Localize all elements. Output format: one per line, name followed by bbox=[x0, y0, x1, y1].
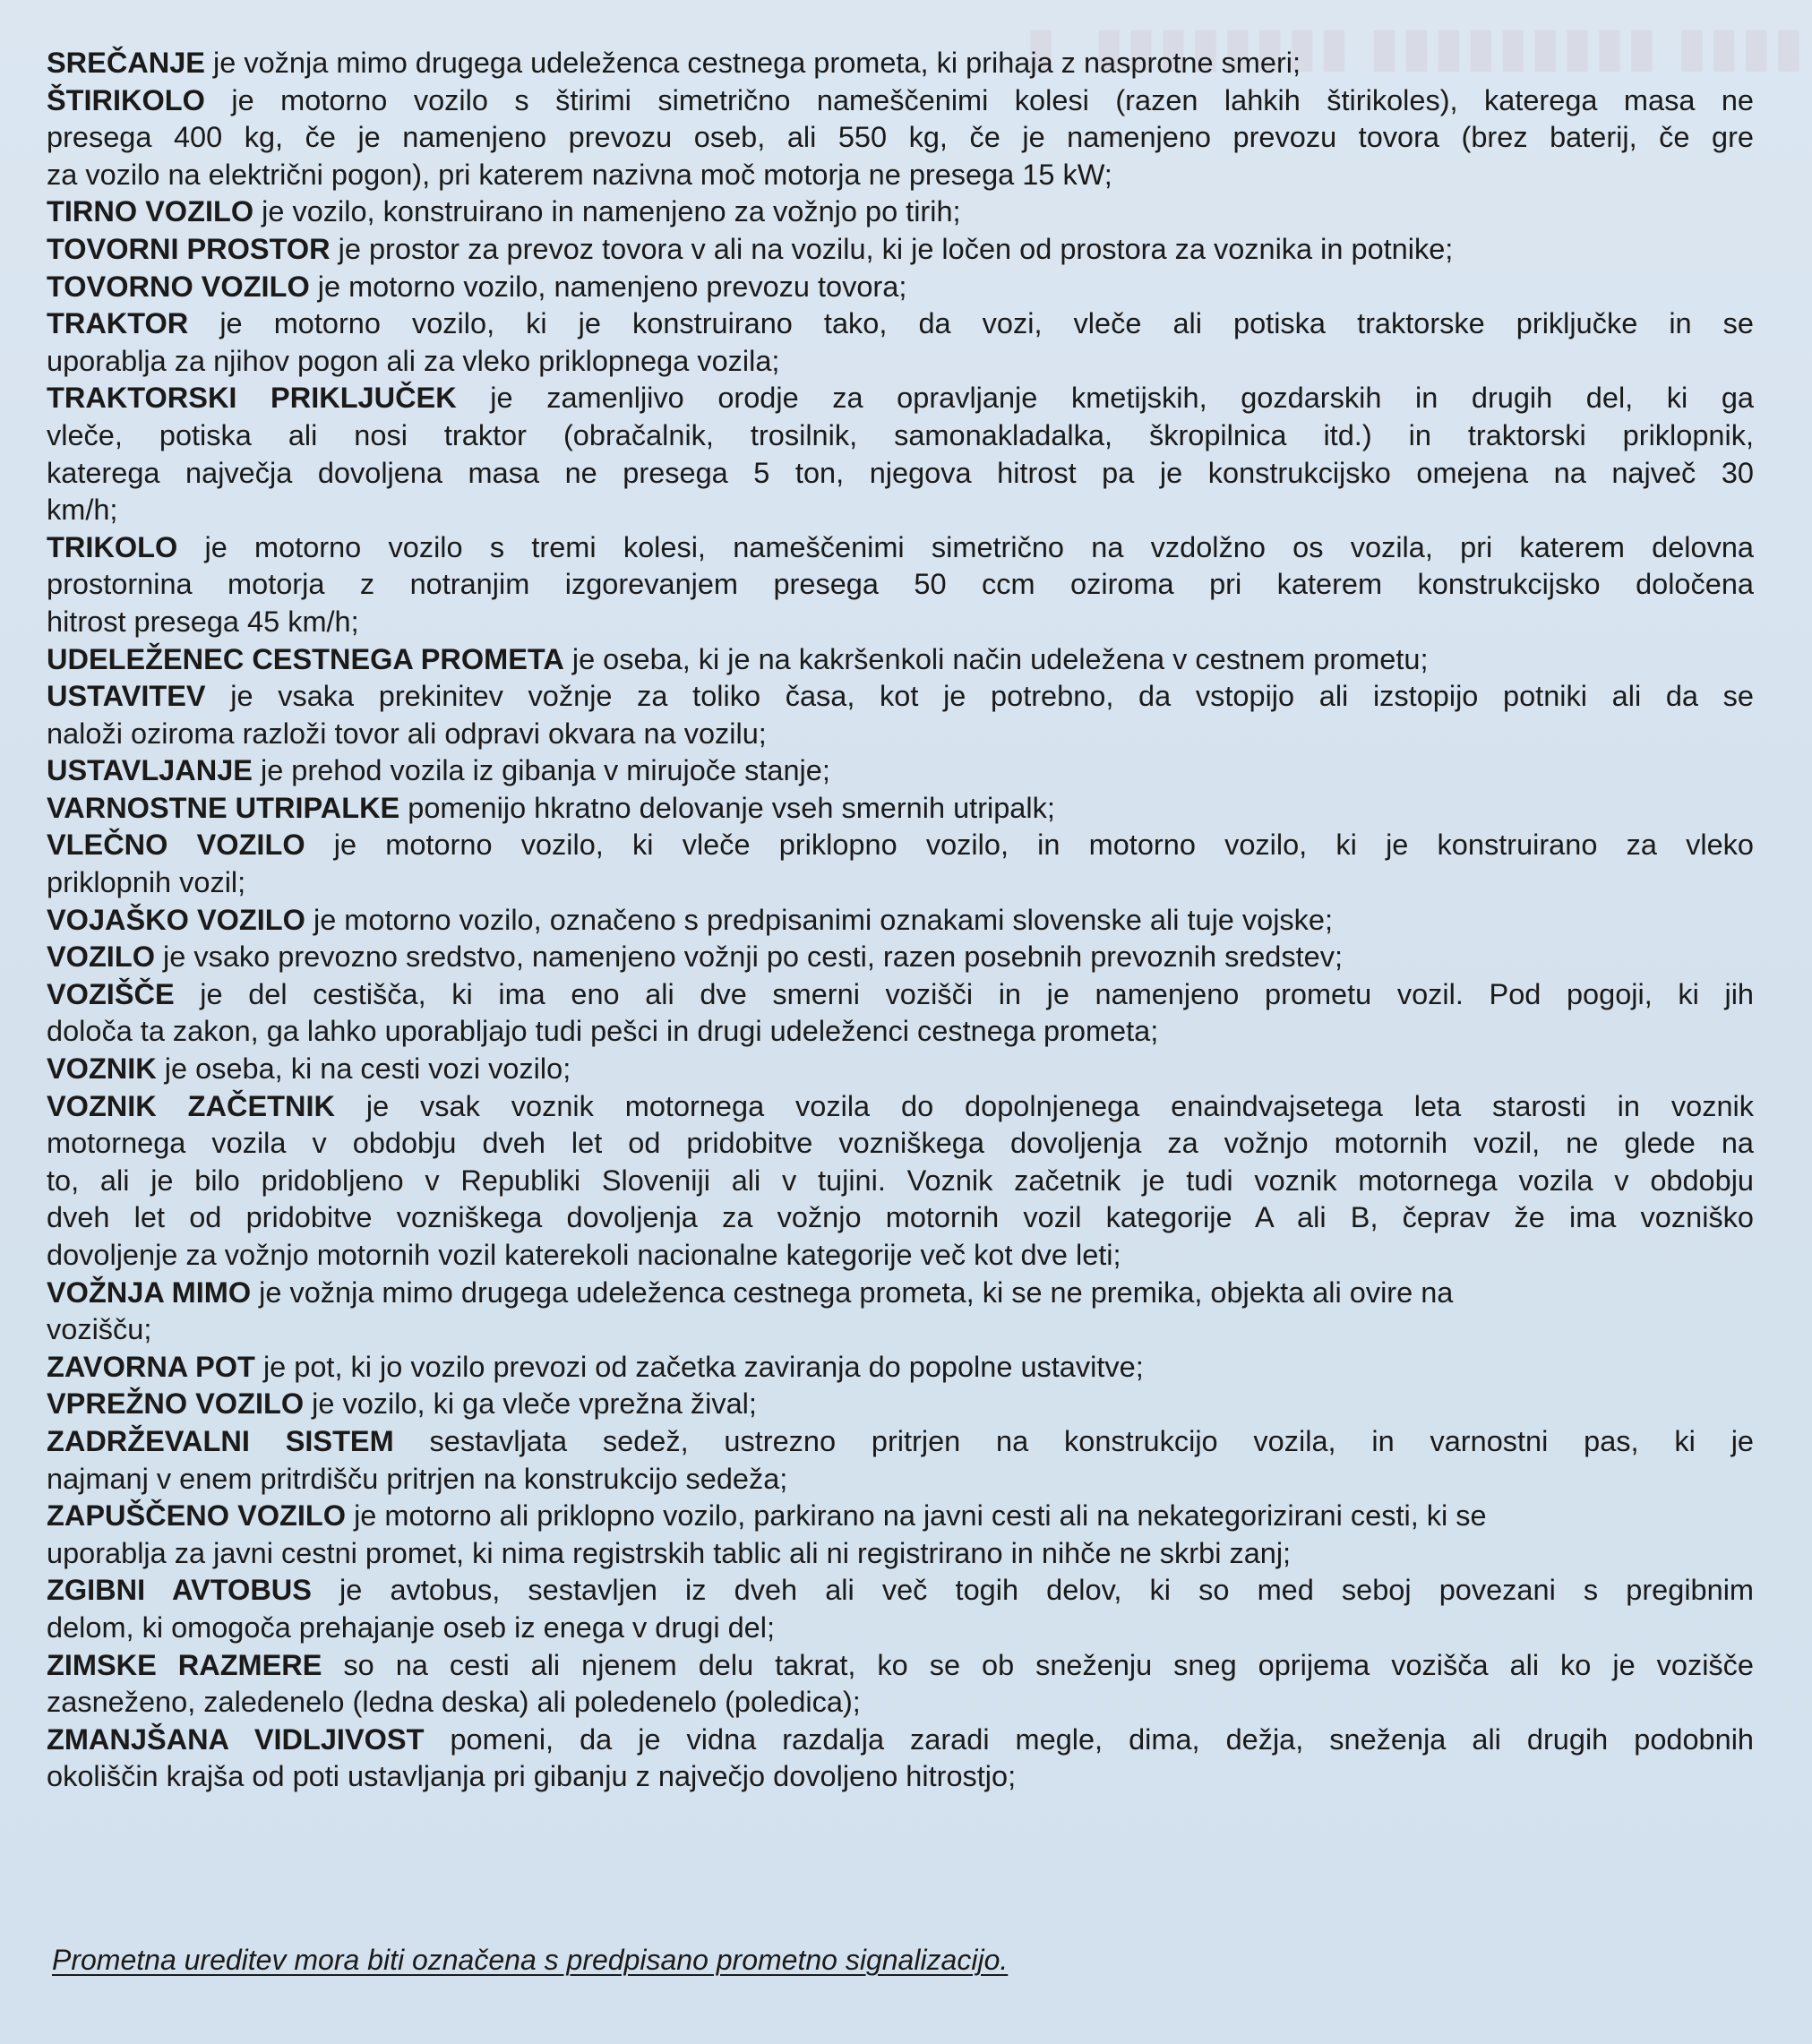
definition-text: vozišču; bbox=[47, 1313, 152, 1346]
definition-text: pomenijo hkratno delovanje vseh smernih utripalk; bbox=[399, 791, 1055, 824]
definition-text: presega 400 kg, če je namenjeno prevozu oseb, ali 550 kg, če je namenjeno prevozu tovora (brez baterij, če gre bbox=[47, 121, 1754, 154]
definition-line bbox=[47, 231, 1754, 269]
definition-text: določa ta zakon, ga lahko uporabljajo tudi pešci in drugi udeleženci cestnega prometa; bbox=[47, 1015, 1159, 1048]
definition-text: je del cestišča, ki ima eno ali dve smerni vozišči in je namenjeno prometu vozil. Pod pogoji, ki jih bbox=[174, 977, 1754, 1010]
definition-text: to, ali je bilo pridobljeno v Republiki Sloveniji ali v tujini. Voznik začetnik je tudi voznik motornega vozila v obdobju bbox=[47, 1164, 1754, 1197]
reverse-side-bleed-through: ▮▮▮▮ ▮▮▮▮▮▮▮▮▮ ▮▮▮▮▮▮▮▮ ▮ bbox=[1023, 18, 1803, 76]
definition-text: je motorno vozilo, označeno s predpisanimi oznakami slovenske ali tuje vojske; bbox=[305, 903, 1334, 936]
definition-text: priklopnih vozil; bbox=[47, 866, 246, 899]
definition-entry bbox=[47, 1572, 1754, 1646]
definition-line bbox=[47, 1572, 1754, 1610]
definition-term: VARNOSTNE UTRIPALKE bbox=[47, 791, 400, 824]
definition-entry bbox=[47, 1647, 1754, 1722]
definition-term: TOVORNO VOZILO bbox=[47, 270, 310, 303]
definition-text: je motorno vozilo, ki je konstruirano tako, da vozi, vleče ali potiska traktorske priključke in se bbox=[188, 307, 1754, 340]
definition-term: VPREŽNO VOZILO bbox=[47, 1387, 305, 1421]
definition-text: je oseba, ki na cesti vozi vozilo; bbox=[156, 1052, 571, 1086]
definition-line bbox=[47, 678, 1754, 716]
definition-line bbox=[47, 566, 1754, 604]
definition-line bbox=[47, 305, 1754, 343]
definition-line bbox=[47, 716, 1754, 753]
definition-entry bbox=[47, 752, 1754, 790]
definition-line bbox=[47, 864, 1754, 902]
definition-text: je prostor za prevoz tovora v ali na vozilu, ki je ločen od prostora za voznika in potnike; bbox=[330, 232, 1454, 265]
definition-text: je vožnja mimo drugega udeleženca cestnega prometa, ki prihaja z nasprotne smeri; bbox=[205, 47, 1301, 79]
definition-entry bbox=[47, 380, 1754, 528]
definition-line bbox=[47, 1199, 1754, 1237]
definition-line bbox=[47, 1498, 1754, 1535]
definition-text: je oseba, ki je na kakršenkoli način udeležena v cestnem prometu; bbox=[563, 642, 1429, 675]
definition-line bbox=[47, 1237, 1754, 1275]
definition-text: je motorno ali priklopno vozilo, parkirano na javni cesti ali na nekategorizirani cesti, ki se bbox=[346, 1499, 1487, 1533]
definition-line bbox=[47, 119, 1754, 157]
definition-entry bbox=[47, 1722, 1754, 1796]
definition-term: VOJAŠKO VOZILO bbox=[47, 903, 305, 936]
definition-line bbox=[47, 1051, 1754, 1088]
definition-line bbox=[47, 790, 1754, 828]
definition-text: uporablja za njihov pogon ali za vleko priklopnega vozila; bbox=[47, 344, 780, 377]
definition-term: VLEČNO VOZILO bbox=[47, 829, 305, 862]
definition-line bbox=[47, 82, 1754, 120]
definition-entry bbox=[47, 902, 1754, 940]
definition-text: je motorno vozilo s tremi kolesi, nameščenimi simetrično na vzdolžno os vozila, pri katerem delovna bbox=[177, 530, 1754, 563]
definition-line bbox=[47, 1386, 1754, 1423]
definition-entry bbox=[47, 1423, 1754, 1498]
definition-text: pomeni, da je vidna razdalja zaradi megle, dima, dežja, sneženja ali drugih podobnih bbox=[424, 1722, 1754, 1756]
definition-term: UDELEŽENEC CESTNEGA PROMETA bbox=[47, 642, 564, 675]
definition-entry bbox=[47, 1275, 1754, 1349]
definition-text: motornega vozila v obdobju dveh let od pridobitve vozniškega dovoljenja za vožnjo motornih vozil, ne glede na bbox=[47, 1127, 1754, 1160]
definition-term: USTAVITEV bbox=[47, 680, 206, 713]
definition-text: za vozilo na električni pogon), pri katerem nazivna moč motorja ne presega 15 kW; bbox=[47, 158, 1112, 191]
definition-term: VOZILO bbox=[47, 940, 155, 974]
definition-text: je vsak voznik motornega vozila do dopolnjenega enaindvajsetega leta starosti in voznik bbox=[334, 1089, 1754, 1122]
definition-entry bbox=[47, 82, 1754, 194]
definition-term: TIRNO VOZILO bbox=[47, 195, 254, 228]
definition-term: VOZNIK ZAČETNIK bbox=[47, 1089, 335, 1122]
definition-entry bbox=[47, 1386, 1754, 1423]
definition-line bbox=[47, 1684, 1754, 1722]
definition-text: je avtobus, sestavljen iz dveh ali več togih delov, ki so med seboj povezani s pregibnim bbox=[311, 1574, 1754, 1607]
definition-text: je vozilo, konstruirano in namenjeno za vožnjo po tirih; bbox=[253, 195, 961, 228]
definition-term: ZAVORNA POT bbox=[47, 1350, 255, 1383]
definition-line bbox=[47, 1349, 1754, 1387]
definition-term: VOZIŠČE bbox=[47, 977, 175, 1010]
definition-line bbox=[47, 417, 1754, 455]
definition-term: ZMANJŠANA VIDLJIVOST bbox=[47, 1722, 425, 1756]
definition-text: uporablja za javni cestni promet, ki nima registrskih tablic ali ni registrirano in nihče ne skrbi zanj; bbox=[47, 1536, 1292, 1569]
definition-text: okoliščin krajša od poti ustavljanja pri gibanju z največjo dovoljeno hitrostjo; bbox=[47, 1760, 1017, 1793]
definitions-list bbox=[47, 45, 1754, 1796]
definition-term: VOZNIK bbox=[47, 1052, 157, 1086]
definition-line bbox=[47, 269, 1754, 306]
definition-line bbox=[47, 1647, 1754, 1685]
definition-line bbox=[47, 492, 1754, 529]
definition-text: je motorno vozilo s štirimi simetrično nameščenimi kolesi (razen lahkih štirikoles), katerega masa ne bbox=[204, 83, 1754, 116]
definition-line bbox=[47, 343, 1754, 381]
definition-line bbox=[47, 604, 1754, 641]
definition-line bbox=[47, 902, 1754, 940]
definition-term: VOŽNJA MIMO bbox=[47, 1275, 252, 1309]
definition-entry bbox=[47, 1088, 1754, 1275]
definition-text: km/h; bbox=[47, 494, 118, 527]
definition-text: vleče, potiska ali nosi traktor (obračalnik, trosilnik, samonakladalka, škropilnica itd.) in traktorski priklopnik, bbox=[47, 418, 1754, 451]
definition-entry bbox=[47, 1349, 1754, 1387]
definition-term: ZGIBNI AVTOBUS bbox=[47, 1574, 312, 1607]
definition-line bbox=[47, 193, 1754, 231]
definition-line bbox=[47, 939, 1754, 976]
definition-text: katerega največja dovoljena masa ne presega 5 ton, njegova hitrost pa je konstrukcijsko omejena na največ 30 bbox=[47, 456, 1754, 489]
definition-line bbox=[47, 45, 1754, 82]
definition-term: ŠTIRIKOLO bbox=[47, 83, 205, 116]
definition-entry bbox=[47, 305, 1754, 380]
definition-text: je vsaka prekinitev vožnje za toliko časa, kot je potrebno, da vstopijo ali izstopijo potniki ali da se bbox=[205, 680, 1754, 713]
definition-line bbox=[47, 1125, 1754, 1163]
definition-text: prostornina motorja z notranjim izgorevanjem presega 50 ccm oziroma pri katerem konstrukcijsko določena bbox=[47, 568, 1754, 601]
definition-entry bbox=[47, 45, 1754, 82]
definition-line bbox=[47, 1275, 1754, 1312]
definition-term: TRAKTOR bbox=[47, 307, 189, 340]
definition-text: so na cesti ali njenem delu takrat, ko se ob sneženju sneg oprijema vozišča ali ko je vozišče bbox=[322, 1648, 1754, 1681]
definition-line bbox=[47, 1088, 1754, 1126]
definition-line bbox=[47, 752, 1754, 790]
definition-line bbox=[47, 1722, 1754, 1759]
definition-term: ZADRŽEVALNI SISTEM bbox=[47, 1424, 394, 1457]
definition-entry bbox=[47, 231, 1754, 269]
definition-text: dovoljenje za vožnjo motornih vozil katerekoli nacionalne kategorije več kot dve leti; bbox=[47, 1239, 1121, 1271]
definition-text: hitrost presega 45 km/h; bbox=[47, 605, 359, 638]
definition-line bbox=[47, 1163, 1754, 1200]
definition-line bbox=[47, 380, 1754, 417]
definition-line bbox=[47, 827, 1754, 864]
definition-text: je motorno vozilo, ki vleče priklopno vozilo, in motorno vozilo, ki je konstruirano za vleko bbox=[305, 829, 1754, 862]
definition-text: naloži oziroma razloži tovor ali odpravi okvara na vozilu; bbox=[47, 717, 767, 750]
definition-line bbox=[47, 157, 1754, 194]
definition-text: dveh let od pridobitve vozniškega dovoljenja za vožnjo motornih vozil kategorije A ali B, čeprav že ima vozniško bbox=[47, 1201, 1754, 1234]
definition-entry bbox=[47, 1498, 1754, 1572]
definition-line bbox=[47, 1610, 1754, 1647]
definition-text: zasneženo, zaledenelo (ledna deska) ali poledenelo (poledica); bbox=[47, 1686, 861, 1719]
definition-text: sestavljata sedež, ustrezno pritrjen na konstrukcijo vozila, in varnostni pas, ki je bbox=[393, 1424, 1754, 1457]
definition-line bbox=[47, 976, 1754, 1014]
definition-entry bbox=[47, 976, 1754, 1051]
definition-entry bbox=[47, 529, 1754, 641]
definition-text: je vožnja mimo drugega udeleženca cestnega prometa, ki se ne premika, objekta ali ovire na bbox=[251, 1275, 1454, 1309]
definition-line bbox=[47, 1013, 1754, 1051]
definition-term: TRAKTORSKI PRIKLJUČEK bbox=[47, 382, 457, 415]
definition-text: je motorno vozilo, namenjeno prevozu tovora; bbox=[309, 270, 907, 303]
definition-term: SREČANJE bbox=[47, 47, 205, 79]
definition-line bbox=[47, 1311, 1754, 1349]
definition-text: je pot, ki jo vozilo prevozi od začetka zaviranja do popolne ustavitve; bbox=[254, 1350, 1144, 1383]
definition-entry bbox=[47, 939, 1754, 976]
definition-text: je zamenljivo orodje za opravljanje kmetijskih, gozdarskih in drugih del, ki ga bbox=[456, 382, 1754, 415]
definition-line bbox=[47, 1758, 1754, 1796]
definition-text: je vsako prevozno sredstvo, namenjeno vožnji po cesti, razen posebnih prevoznih sredstev; bbox=[154, 940, 1343, 974]
definition-entry bbox=[47, 790, 1754, 828]
definition-line bbox=[47, 641, 1754, 679]
definition-term: TOVORNI PROSTOR bbox=[47, 232, 331, 265]
definition-term: USTAVLJANJE bbox=[47, 754, 253, 787]
definition-term: TRIKOLO bbox=[47, 530, 178, 563]
definition-term: ZIMSKE RAZMERE bbox=[47, 1648, 322, 1681]
definition-entry bbox=[47, 641, 1754, 679]
definition-entry bbox=[47, 678, 1754, 752]
definition-line bbox=[47, 1461, 1754, 1499]
footer-note: Prometna ureditev mora biti označena s predpisano prometno signalizacijo. bbox=[52, 1944, 1009, 1976]
definition-entry bbox=[47, 269, 1754, 306]
definition-entry bbox=[47, 1051, 1754, 1088]
definition-line bbox=[47, 1535, 1754, 1573]
definition-entry bbox=[47, 827, 1754, 901]
definition-line bbox=[47, 1423, 1754, 1461]
definition-term: ZAPUŠČENO VOZILO bbox=[47, 1499, 347, 1533]
definition-line bbox=[47, 455, 1754, 493]
definition-text: delom, ki omogoča prehajanje oseb iz enega v drugi del; bbox=[47, 1610, 776, 1644]
definition-text: najmanj v enem pritrdišču pritrjen na konstrukcijo sedeža; bbox=[47, 1462, 788, 1495]
definition-text: je vozilo, ki ga vleče vprežna žival; bbox=[304, 1387, 757, 1421]
definition-entry bbox=[47, 193, 1754, 231]
definition-text: je prehod vozila iz gibanja v mirujoče stanje; bbox=[252, 754, 830, 787]
definition-line bbox=[47, 529, 1754, 567]
